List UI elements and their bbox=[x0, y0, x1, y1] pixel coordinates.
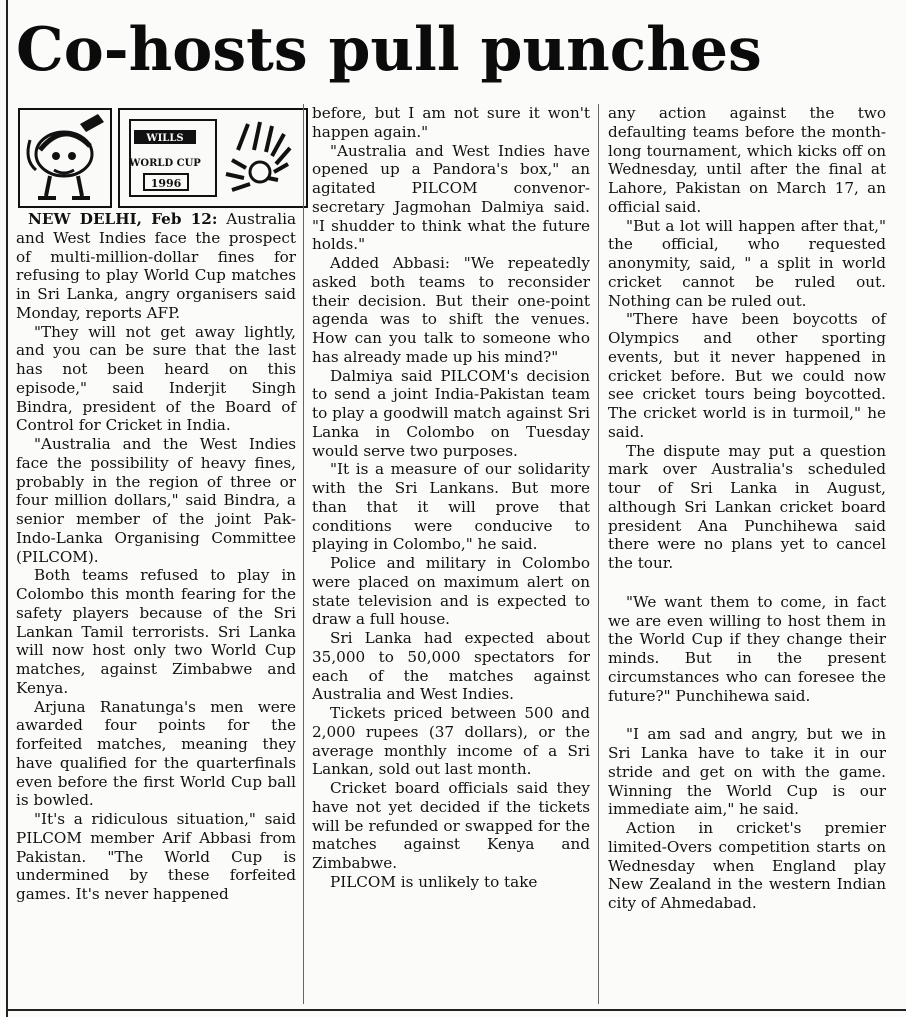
article-column-3 bbox=[608, 104, 886, 913]
article-column-2 bbox=[312, 104, 590, 892]
world-cup-logo bbox=[118, 108, 308, 208]
paragraph-10: Dalmiya said PILCOM's decision to send a joint India-Pakistan team to play a goodwill match against Sri Lanka in Colombo on Tuesday would serve two purposes. bbox=[312, 366, 590, 460]
mascot-logo bbox=[18, 108, 112, 208]
paragraph-6: "It's a ridiculous situation," said PILCOM member Arif Abbasi from Pakistan. "The World Cup is undermined by these forfeited games. It's never happened bbox=[16, 810, 296, 903]
frame-left-border bbox=[6, 0, 8, 1017]
paragraph-22: "I am sad and angry, but we in Sri Lanka have to take it in our stride and get on with the game. Winning the World Cup is our immediate aim," he said. bbox=[608, 725, 886, 819]
world-cup-emblem-icon bbox=[120, 110, 306, 206]
paragraph-12: Police and military in Colombo were placed on maximum alert on state television and is expected to draw a full house. bbox=[312, 554, 590, 629]
paragraph-3: "Australia and the West Indies face the possibility of heavy fines, probably in the region of three or four million dollars," said Bindra, a senior member of the joint Pak-Indo-Lanka Organising Committee (PILCOM). bbox=[16, 435, 296, 566]
paragraph-23: Action in cricket's premier limited-Overs competition starts on Wednesday when England play New Zealand in the western Indian city of Ahmedabad. bbox=[608, 819, 886, 912]
paragraph-4: Both teams refused to play in Colombo this month fearing for the safety players because of the Sri Lankan Tamil terrorists. Sri Lanka will now host only two World Cup matches, against Zimbabwe and Kenya. bbox=[16, 566, 296, 697]
paragraph-21: "We want them to come, in fact we are even willing to host them in the World Cup if they change their minds. But in the present circumstances who can foresee the future?" Punchihewa said. bbox=[608, 592, 886, 705]
paragraph-2: "They will not get away lightly, and you can be sure that the last has not been heard on this episode," said Inderjit Singh Bindra, president of the Board of Control for Cricket in India. bbox=[16, 322, 296, 435]
paragraph-text: Australia and West Indies face the prospect of multi-million-dollar fines for refusing to play World Cup matches in Sri Lanka, angry organisers said Monday, reports AFP. bbox=[16, 210, 296, 322]
paragraph-7: before, but I am not sure it won't happen again." bbox=[312, 104, 590, 141]
paragraph-9: Added Abbasi: "We repeatedly asked both teams to reconsider their decision. But their one-point agenda was to shift the venues. How can you talk to someone who has already made up his mind?" bbox=[312, 254, 590, 366]
paragraph-16: PILCOM is unlikely to take bbox=[330, 872, 538, 891]
paragraph-1 bbox=[16, 210, 296, 323]
paragraph-gap bbox=[608, 705, 886, 725]
paragraph-11: "It is a measure of our solidarity with the Sri Lankans. But more than that it will prove that conditions were conducive to playing in Colombo," he said. bbox=[312, 460, 590, 554]
logo-text-year: 1996 bbox=[150, 177, 182, 190]
column-divider-1 bbox=[303, 104, 304, 1004]
headline: Co-hosts pull punches bbox=[16, 15, 762, 85]
paragraph-19: "There have been boycotts of Olympics and other sporting events, but it never happened in cricket before. But we could now see cricket tours being boycotted. The cricket world is in turmoil," he said. bbox=[608, 310, 886, 441]
column-divider-2 bbox=[598, 104, 599, 1004]
paragraph-18: "But a lot will happen after that," the official, who requested anonymity, said, " a split in world cricket cannot be ruled out. Nothing can be ruled out. bbox=[608, 216, 886, 310]
paragraph-gap bbox=[608, 573, 886, 593]
frame-bottom-border bbox=[6, 1009, 906, 1011]
logo-text-world-cup: WORLD CUP bbox=[129, 158, 201, 169]
paragraph-5: Arjuna Ranatunga's men were awarded four points for the forfeited matches, meaning they have qualified for the quarterfinals even before the first World Cup ball is bowled. bbox=[16, 697, 296, 810]
paragraph-8: "Australia and West Indies have opened up a Pandora's box," an agitated PILCOM convenor-secretary Jagmohan Dalmiya said. "I shudder to think what the future holds." bbox=[312, 141, 590, 254]
dateline: NEW DELHI, Feb 12: bbox=[28, 210, 218, 228]
mascot-icon bbox=[20, 110, 110, 206]
paragraph-14: Tickets priced between 500 and 2,000 rupees (37 dollars), or the average monthly income of a Sri Lankan, sold out last month. bbox=[312, 704, 590, 779]
paragraph-20: The dispute may put a question mark over Australia's scheduled tour of Sri Lanka in August, although Sri Lankan cricket board president Ana Punchihewa said there were no plans yet to cancel the tour. bbox=[608, 441, 886, 572]
paragraph-13: Sri Lanka had expected about 35,000 to 50,000 spectators for each of the matches against Australia and West Indies. bbox=[312, 629, 590, 704]
paragraph-17: any action against the two defaulting teams before the month-long tournament, which kicks off on Wednesday, until after the final at Lahore, Pakistan on March 17, an official said. bbox=[608, 104, 886, 216]
logo-text-wills: WILLS bbox=[146, 133, 184, 144]
article-column-1 bbox=[16, 210, 296, 904]
paragraph-15: Cricket board officials said they have not yet decided if the tickets will be refunded or swapped for the matches against Kenya and Zimbabwe. bbox=[312, 779, 590, 872]
